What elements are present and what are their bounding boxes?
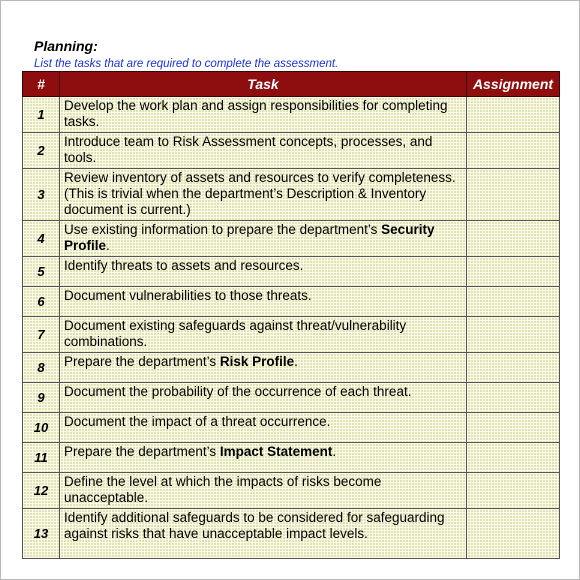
task-number: 11 (23, 443, 60, 473)
table-row (23, 473, 560, 509)
task-description (60, 257, 467, 287)
assignment-cell[interactable] (467, 97, 560, 133)
table-row (23, 221, 560, 257)
task-description (60, 133, 467, 169)
task-text: Document the probability of the occurrence of each threat. (64, 384, 412, 399)
assignment-cell[interactable] (467, 473, 560, 509)
task-table-body (23, 97, 560, 559)
task-number: 3 (23, 169, 60, 221)
task-text: Prepare the department’s (64, 444, 220, 459)
task-description (60, 473, 467, 509)
assignment-cell[interactable] (467, 169, 560, 221)
task-text: Define the level at which the impacts of risks become unacceptable. (64, 474, 382, 505)
table-row (23, 257, 560, 287)
task-text: Identify threats to assets and resources. (64, 258, 304, 273)
task-description (60, 383, 467, 413)
table-row (23, 287, 560, 317)
task-description (60, 353, 467, 383)
task-number: 6 (23, 287, 60, 317)
task-text-end: . (294, 354, 298, 369)
task-text: Identify additional safeguards to be considered for safeguarding against risks that have unacceptable impact levels. (64, 510, 445, 541)
assignment-cell[interactable] (467, 353, 560, 383)
task-number: 13 (23, 509, 60, 559)
section-instructions: List the tasks that are required to complete the assessment. (34, 58, 339, 70)
table-row (23, 509, 560, 559)
task-description (60, 169, 467, 221)
task-text: Introduce team to Risk Assessment concepts, processes, and tools. (64, 134, 433, 165)
task-description (60, 287, 467, 317)
task-description (60, 443, 467, 473)
assignment-cell[interactable] (467, 413, 560, 443)
section-heading: Planning: (34, 38, 98, 54)
column-header-number: # (23, 72, 60, 97)
assignment-cell[interactable] (467, 287, 560, 317)
task-text: Prepare the department’s (64, 354, 220, 369)
assignment-cell[interactable] (467, 443, 560, 473)
task-number: 8 (23, 353, 60, 383)
task-text-end: . (332, 444, 337, 459)
assignment-cell[interactable] (467, 257, 560, 287)
task-text: Document the impact of a threat occurrence. (64, 414, 331, 429)
task-number: 5 (23, 257, 60, 287)
task-text: Review inventory of assets and resources to verify completeness. (This is trivial when the department’s Description & Inventory document is current.) (64, 170, 456, 217)
task-number: 10 (23, 413, 60, 443)
table-row (23, 97, 560, 133)
assignment-cell[interactable] (467, 133, 560, 169)
task-description (60, 413, 467, 443)
task-description (60, 97, 467, 133)
task-table (22, 71, 560, 559)
table-row (23, 169, 560, 221)
table-header-row (23, 72, 560, 97)
task-key-term: Impact Statement (219, 444, 333, 459)
column-header-task: Task (60, 72, 467, 97)
task-description (60, 509, 467, 559)
task-text: Use existing information to prepare the department’s (64, 222, 382, 237)
table-row (23, 413, 560, 443)
assignment-cell[interactable] (467, 509, 560, 559)
task-text: Document vulnerabilities to those threats. (64, 288, 312, 303)
task-number: 1 (23, 97, 60, 133)
table-row (23, 317, 560, 353)
task-key-term: Risk Profile (219, 354, 295, 369)
task-text: Develop the work plan and assign responsibilities for completing tasks. (64, 98, 448, 129)
task-description (60, 317, 467, 353)
column-header-assignment: Assignment (467, 72, 560, 97)
assignment-cell[interactable] (467, 317, 560, 353)
task-description (60, 221, 467, 257)
table-row (23, 133, 560, 169)
task-number: 12 (23, 473, 60, 509)
task-key-term: Security Profile (64, 222, 435, 253)
assignment-cell[interactable] (467, 383, 560, 413)
task-text-end: . (106, 238, 110, 253)
task-text: Document existing safeguards against threat/vulnerability combinations. (64, 318, 407, 349)
table-row (23, 353, 560, 383)
task-number: 7 (23, 317, 60, 353)
task-number: 2 (23, 133, 60, 169)
task-number: 9 (23, 383, 60, 413)
table-row (23, 443, 560, 473)
task-number: 4 (23, 221, 60, 257)
table-row (23, 383, 560, 413)
assignment-cell[interactable] (467, 221, 560, 257)
